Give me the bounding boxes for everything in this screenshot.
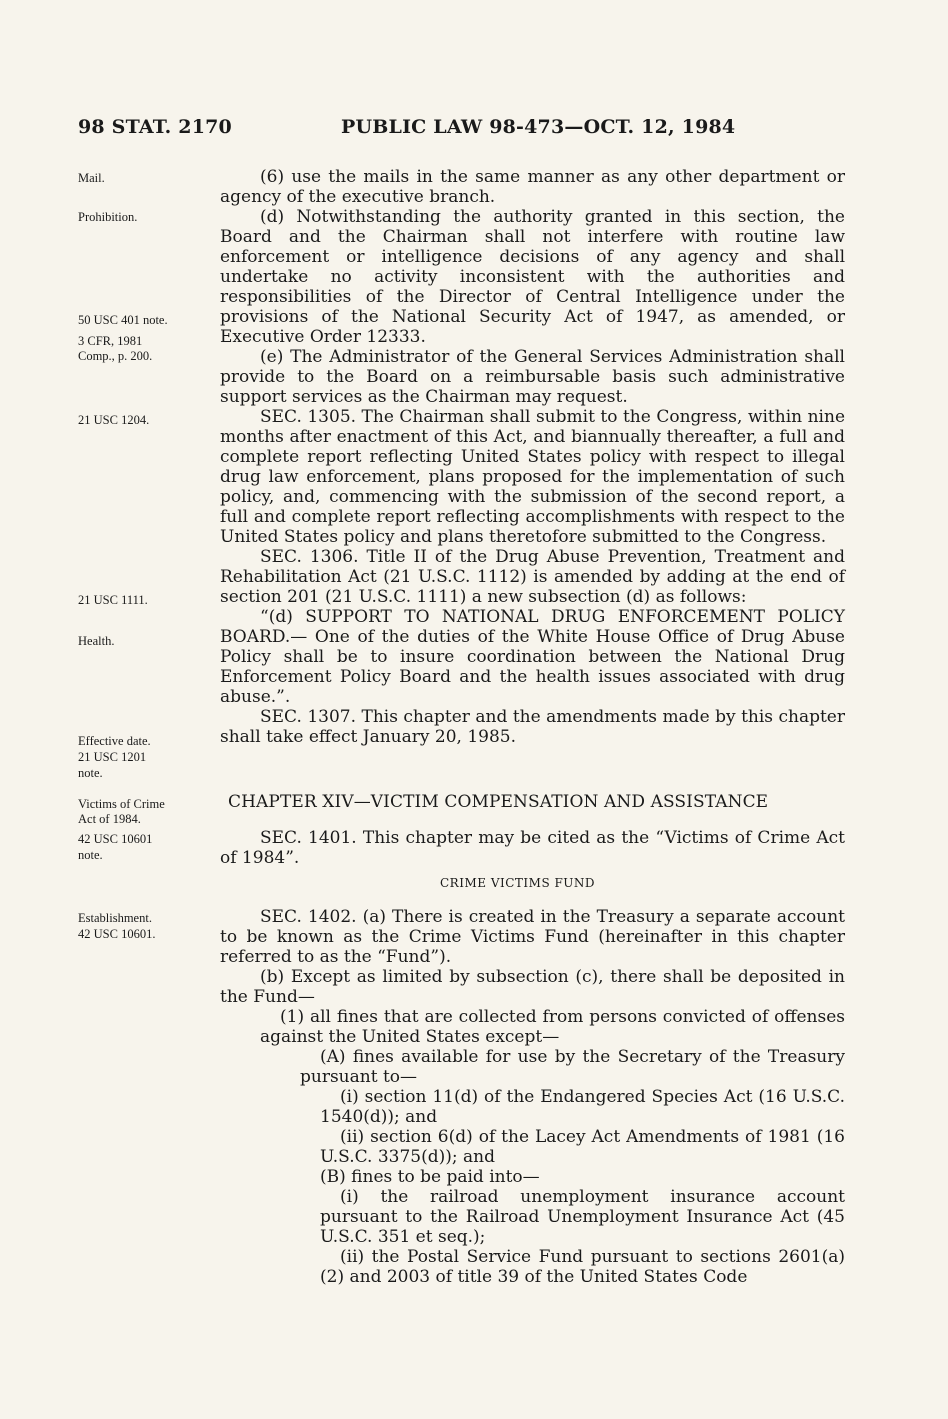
paragraph: (d) Notwithstanding the authority granted in this section, the Board and the Chairman shall not interfere with routine law enforcement or intelligence decisions of any agency and shall undertake no activity inconsistent with the authorities and responsibilities of the Director of Central Intelligence under the provisions of the National Security Act of 1947, as amended, or Executive Order 12333. [220,207,845,347]
paragraph: (B) fines to be paid into— [320,1167,540,1187]
margin-note: Mail. [78,171,105,185]
margin-note: Prohibition. [78,210,138,224]
public-law-title: PUBLIC LAW 98-473—OCT. 12, 1984 [341,116,736,138]
body-text-block-3 [220,907,845,1287]
body-text-block-2 [220,828,845,868]
chapter-heading: CHAPTER XIV—VICTIM COMPENSATION AND ASSISTANCE [228,792,769,812]
paragraph: (A) fines available for use by the Secretary of the Treasury pursuant to— [300,1047,845,1087]
paragraph: (1) all fines that are collected from persons convicted of offenses against the United States except— [260,1007,845,1047]
paragraph: SEC. 1305. The Chairman shall submit to the Congress, within nine months after enactment of this Act, and biannually thereafter, a full and complete report reflecting United States policy with respect to illegal drug law enforcement, plans proposed for the implementation of such policy, and, commencing with the submission of the second report, a full and complete report reflecting accomplishments with respect to the United States policy and plans theretofore submitted to the Congress. [220,407,845,547]
margin-note: 42 USC 10601 [78,832,153,846]
margin-note: Comp., p. 200. [78,349,153,363]
margin-note: Effective date. [78,734,151,748]
margin-note: Health. [78,634,115,648]
paragraph: (ii) the Postal Service Fund pursuant to sections 2601(a)(2) and 2003 of title 39 of the United States Code [320,1247,845,1287]
paragraph: (b) Except as limited by subsection (c), there shall be deposited in the Fund— [220,967,845,1007]
margin-note: 3 CFR, 1981 [78,334,143,348]
paragraph: SEC. 1401. This chapter may be cited as the “Victims of Crime Act of 1984”. [220,828,845,868]
margin-note: 21 USC 1201 [78,750,147,764]
margin-note: 42 USC 10601. [78,927,156,941]
paragraph: (i) the railroad unemployment insurance account pursuant to the Railroad Unemployment Insurance Act (45 U.S.C. 351 et seq.); [320,1187,845,1247]
page-header [78,116,858,146]
paragraph: SEC. 1307. This chapter and the amendments made by this chapter shall take effect January 20, 1985. [220,707,845,747]
paragraph: SEC. 1306. Title II of the Drug Abuse Prevention, Treatment and Rehabilitation Act (21 U.S.C. 1112) is amended by adding at the end of section 201 (21 U.S.C. 1111) a new subsection (d) as follows: [220,547,845,607]
margin-note: Act of 1984. [78,812,141,826]
paragraph: (ii) section 6(d) of the Lacey Act Amendments of 1981 (16 U.S.C. 3375(d)); and [320,1127,845,1167]
margin-note: 50 USC 401 note. [78,313,168,327]
paragraph: “(d) SUPPORT TO NATIONAL DRUG ENFORCEMENT POLICY BOARD.— One of the duties of the White House Office of Drug Abuse Policy shall be to insure coordination between the National Drug Enforcement Policy Board and the health issues associated with drug abuse.”. [220,607,845,707]
margin-note: note. [78,848,103,862]
body-text-block-1 [220,167,845,747]
statute-citation: 98 STAT. 2170 [78,116,232,138]
paragraph: (e) The Administrator of the General Services Administration shall provide to the Board on a reimbursable basis such administrative support services as the Chairman may request. [220,347,845,407]
paragraph: SEC. 1402. (a) There is created in the Treasury a separate account to be known as the Crime Victims Fund (hereinafter in this chapter referred to as the “Fund”). [220,907,845,967]
margin-note: Establishment. [78,911,152,925]
margin-note: note. [78,766,103,780]
paragraph: (i) section 11(d) of the Endangered Species Act (16 U.S.C. 1540(d)); and [320,1087,845,1127]
paragraph: (6) use the mails in the same manner as any other department or agency of the executive branch. [220,167,845,207]
margin-note: Victims of Crime [78,797,165,811]
section-heading: CRIME VICTIMS FUND [440,876,596,890]
margin-note: 21 USC 1204. [78,413,150,427]
margin-note: 21 USC 1111. [78,593,148,607]
